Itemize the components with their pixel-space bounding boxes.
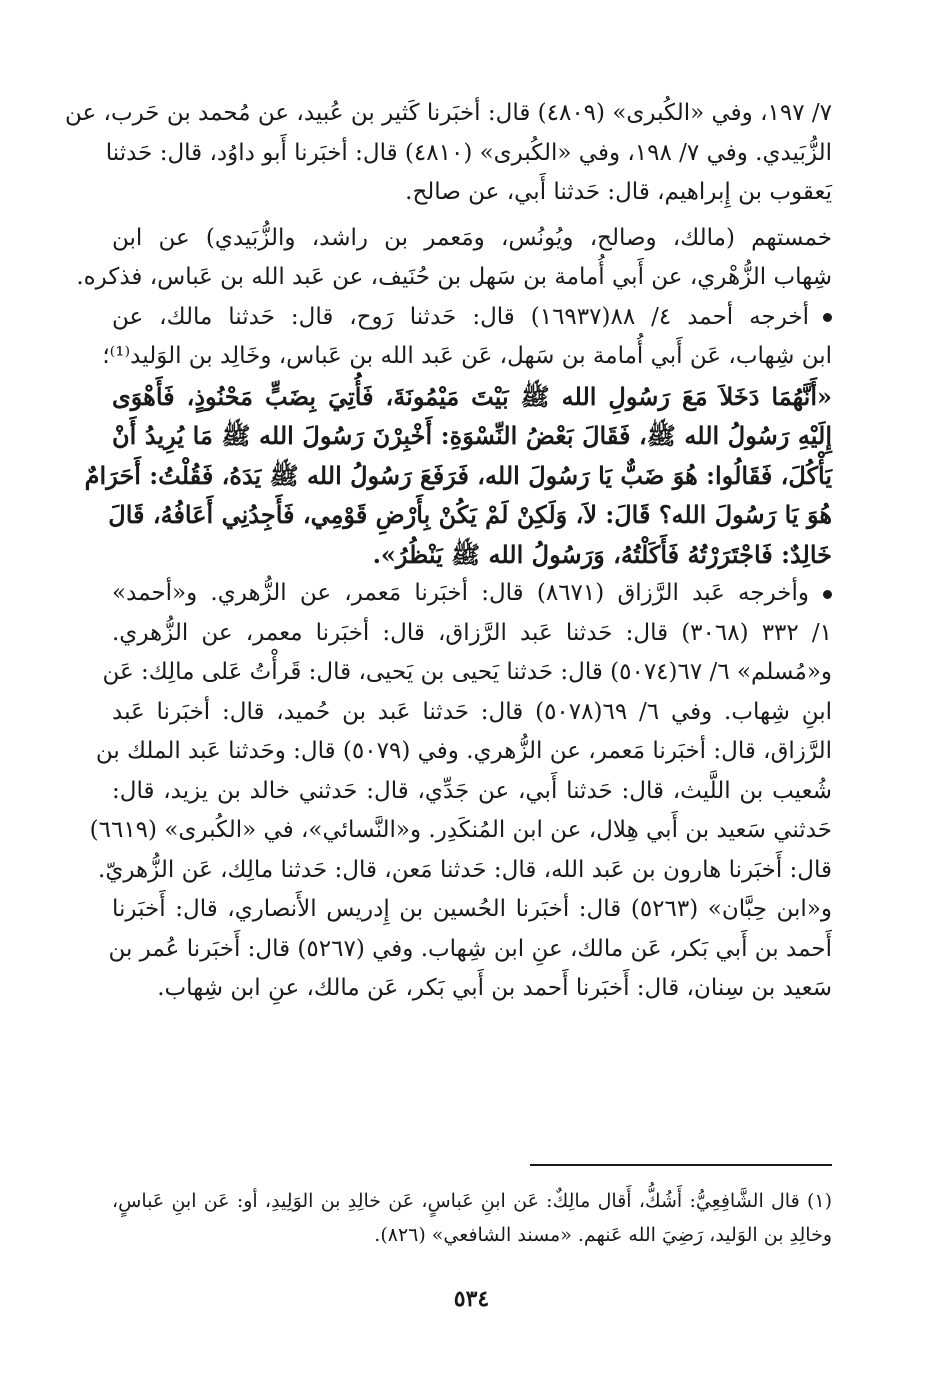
text-line: و«مُسلم» ٦/ ٦٧(٥٠٧٤) قال: حَدثنا يَحيى بن يَحيى، قال: قَرأْتُ عَلى مالِك: عَن	[102, 659, 832, 685]
text-line: خمستهم (مالك، وصالح، ويُونُس، ومَعمر بن راشد، والزُّبَيدي) عن ابن	[112, 224, 832, 251]
text-segment: أخرجه أحمد ٤/ ٨٨(١٦٩٣٧) قال: حَدثنا رَوح، قال: حَدثنا مالك، عن	[112, 303, 809, 330]
text-line: شُعيب بن اللَّيث، قال: حَدثنا أَبي، عن جَدِّي، قال: حَدثني خالد بن يزيد، قال:	[112, 777, 832, 804]
hadith-line: يَأْكُلَ، فَقَالُوا: هُوَ ضَبٌّ يَا رَسُولَ الله، فَرَفَعَ رَسُولُ الله ﷺ يَدَهُ، فَقُلْتُ: أَحَرَامٌ	[84, 460, 832, 490]
text-line	[112, 298, 832, 338]
footnote-line: (١) قال الشَّافِعِيُّ: أَشُكُّ، أَقال مالِكٌ: عَن ابنِ عَباسٍ، عَن خالِدِ بن الوَلِيدِ، أو: عَن ابنِ عَباسٍ،	[112, 1190, 832, 1212]
bullet-icon	[823, 313, 832, 322]
hadith-text	[84, 377, 832, 575]
bullet-icon	[823, 590, 832, 599]
text-line: أَحمد بن أَبي بَكر، عَن مالك، عنِ ابن شِهاب. وفي (٥٢٦٧) قال: أَخبَرنا عُمر بن	[108, 935, 832, 962]
hadith-line: «أَنَّهُمَا دَخَلاَ مَعَ رَسُولِ الله ﷺ بَيْتَ مَيْمُونَةَ، فَأُتِيَ بِضَبٍّ مَحْنُوذٍ، فَأَهْوَى	[112, 381, 832, 411]
footnotes	[112, 1184, 832, 1252]
hadith-line: خَالِدٌ: فَاجْتَرَرْتُهُ فَأَكَلْتُهُ، وَرَسُولُ الله ﷺ يَنْظُرُ».	[372, 539, 832, 569]
text-line: حَدثني سَعيد بن أَبي هِلال، عن ابن المُنكَدِر. و«النَّسائي»، في «الكُبرى» (٦٦١٩)	[89, 817, 832, 843]
hadith-line: إِلَيْهِ رَسُولُ الله ﷺ، فَقَالَ بَعْضُ النِّسْوَةِ: أَخْبِرْنَ رَسُولَ الله ﷺ مَا يُرِيدُ أَنْ	[112, 421, 832, 450]
text-line: ابن شِهاب، عَن أَبي أُمامة بن سَهل، عَن عَبد الله بن عَباس، وخَالِد بن الوَليد⁽¹⁾؛	[102, 343, 832, 369]
page-number: ٥٣٤	[453, 1286, 490, 1312]
text-line: الزُّبَيدي. وفي ٧/ ١٩٨، وفي «الكُبرى» (٤٨١٠) قال: أخبَرنا أَبو داوُد، قال: حَدثنا	[105, 139, 832, 166]
text-line	[112, 574, 832, 614]
text-segment: وأخرجه عَبد الرَّزاق (٨٦٧١) قال: أخبَرنا مَعمر، عن الزُّهري. و«أحمد»	[112, 580, 809, 606]
footnote-line: وخالِدِ بن الوَليد، رَضِيَ الله عَنهم. «مسند الشافعي» (٨٢٦).	[374, 1224, 832, 1246]
text-line: ١/ ٣٣٢ (٣٠٦٨) قال: حَدثنا عَبد الرَّزاق، قال: أخبَرنا معمر، عن الزُّهري.	[112, 619, 832, 646]
text-line: سَعيد بن سِنان، قال: أَخبَرنا أَحمد بن أَبي بَكر، عَن مالك، عنِ ابن شِهاب.	[157, 975, 832, 1001]
text-line: ٧/ ١٩٧، وفي «الكُبرى» (٤٨٠٩) قال: أخبَرنا كَثير بن عُبيد، عن مُحمد بن حَرب، عن	[64, 100, 832, 126]
text-line: ابنِ شِهاب. وفي ٦/ ٦٩(٥٠٧٨) قال: حَدثنا عَبد بن حُميد، قال: أخبَرنا عَبد	[112, 698, 832, 725]
text-line: الرَّزاق، قال: أخبَرنا مَعمر، عن الزُّهري. وفي (٥٠٧٩) قال: وحَدثنا عَبد الملك بن	[95, 738, 832, 764]
main-text	[64, 94, 832, 1009]
text-line: شِهاب الزُّهْري، عن أَبي أُمامة بن سَهل بن حُنَيف، عن عَبد الله بن عَباس، فذكره.	[76, 264, 832, 290]
hadith-line: هُوَ يَا رَسُولَ الله؟ قَالَ: لاَ، وَلَكِنْ لَمْ يَكُنْ بِأَرْضِ قَوْمِي، فَأَجِدُنِي أَعَافُهُ، قَالَ	[108, 500, 832, 529]
footnote-divider	[530, 1164, 832, 1166]
text-line: يَعقوب بن إِبراهيم، قال: حَدثنا أَبي، عن صالح.	[405, 179, 832, 205]
text-line: قال: أَخبَرنا هارون بن عَبد الله، قال: حَدثنا مَعن، قال: حَدثنا مالِك، عَن الزُّهريّ.	[98, 856, 832, 883]
text-line: و«ابن حِبَّان» (٥٢٦٣) قال: أخبَرنا الحُسين بن إِدريس الأَنصاري، قال: أَخبَرنا	[112, 896, 832, 922]
